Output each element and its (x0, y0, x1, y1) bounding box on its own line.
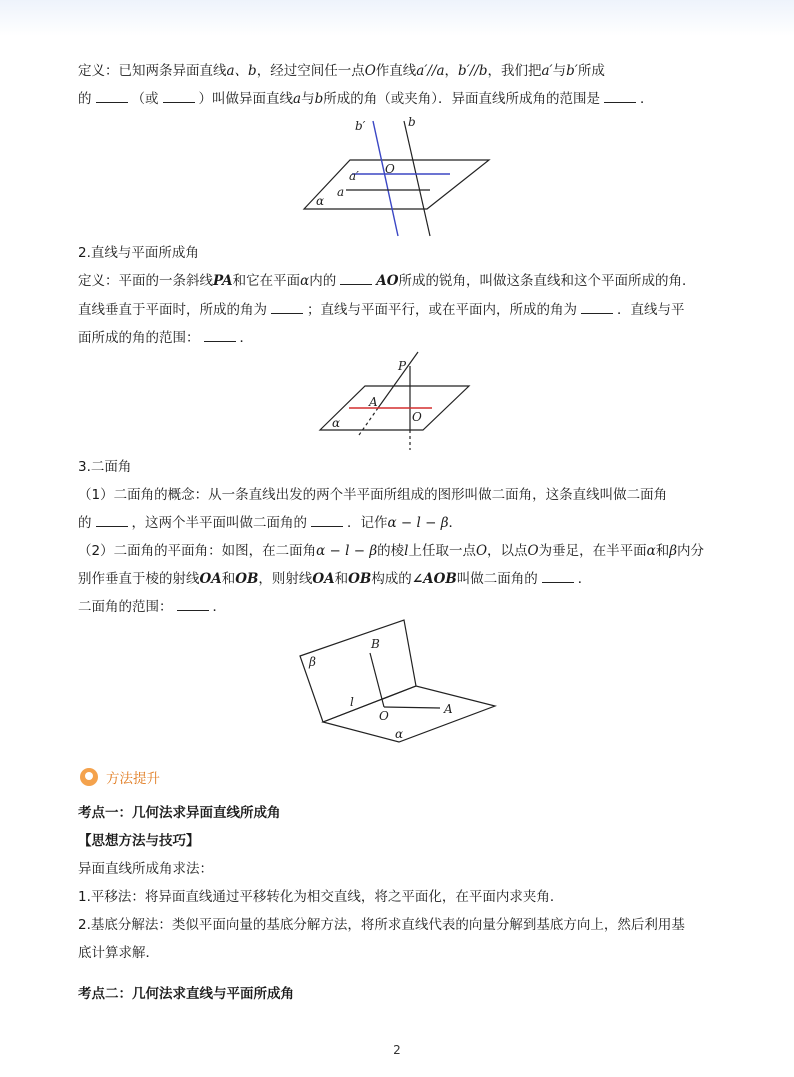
sec3-p1-line1: （1）二面角的概念：从一条直线出发的两个半平面所组成的图形叫做二面角，这条直线叫做二面角 (78, 487, 668, 503)
blank (340, 272, 372, 285)
blank (96, 514, 128, 527)
sec1-line2: 的 （或 ）叫做异面直线a与b所成的角（或夹角）．异面直线所成角的范围是 ． (78, 91, 654, 107)
sec2-line1: 定义：平面的一条斜线PA和它在平面α内的 AO所成的锐角，叫做这条直线和这个平面所成的角． (78, 273, 696, 289)
label-A: A (444, 702, 453, 716)
sec3-p2-line1: （2）二面角的平面角：如图，在二面角α − l − β的棱l上任取一点O，以点O为垂足，在半平面α和β内分 (78, 543, 705, 559)
kp2-heading: 考点二：几何法求直线与平面所成角 (78, 986, 294, 1002)
label-b-prime: b′ (355, 119, 366, 133)
method-item1: 1.平移法：将异面直线通过平移转化为相交直线，将之平面化，在平面内求夹角． (78, 889, 564, 905)
method-intro: 异面直线所成角求法： (78, 861, 213, 877)
label-b: b (408, 115, 416, 129)
sec1-line1: 定义：已知两条异面直线a、b，经过空间任一点O作直线a′//a，b′//b，我们把a′与b′所成 (78, 63, 605, 79)
header-band (0, 0, 794, 36)
label-O: O (412, 410, 422, 424)
skills-heading: 【思想方法与技巧】 (78, 833, 200, 849)
figure-line-plane (315, 350, 475, 455)
sec2-line2: 直线垂直于平面时，所成的角为 ；直线与平面平行，或在平面内，所成的角为 ．直线与平 (78, 302, 685, 318)
sec3-p1-line2: 的 ，这两个半平面叫做二面角的 ．记作α − l − β． (78, 515, 463, 531)
label-a-prime: a′ (349, 169, 359, 183)
label-alpha: α (316, 194, 325, 208)
blank (542, 570, 574, 583)
label-alpha: α (395, 727, 404, 741)
blank (177, 598, 209, 611)
method-item2-line1: 2.基底分解法：类似平面向量的基底分解方法，将所求直线代表的向量分解到基底方向上，然后利用基 (78, 917, 685, 933)
label-beta: β (309, 655, 316, 669)
method-header (80, 766, 160, 788)
blank (271, 301, 303, 314)
sec2-title: 2.直线与平面所成角 (78, 245, 199, 261)
figure-skew-lines (300, 112, 495, 240)
label-B: B (371, 637, 380, 651)
blank (204, 329, 236, 342)
bulb-icon (80, 768, 98, 786)
sec3-range: 二面角的范围： ． (78, 599, 226, 615)
figure-dihedral-angle (296, 618, 498, 746)
blank (96, 90, 128, 103)
label-O: O (385, 162, 395, 176)
label-a: a (337, 185, 345, 199)
blank (581, 301, 613, 314)
label-l: l (350, 695, 354, 709)
method-item2-line2: 底计算求解． (78, 945, 159, 961)
sec3-title: 3.二面角 (78, 459, 132, 475)
blank (163, 90, 195, 103)
sec2-line3: 面所成的角的范围： ． (78, 330, 253, 346)
blank (604, 90, 636, 103)
kp1-heading: 考点一：几何法求异面直线所成角 (78, 805, 281, 821)
label-A: A (369, 395, 378, 409)
label-O: O (379, 709, 389, 723)
sec3-p2-line2: 别作垂直于棱的射线OA和OB，则射线OA和OB构成的∠AOB叫做二面角的 ． (78, 571, 592, 587)
method-title: 方法提升 (106, 771, 160, 787)
label-alpha: α (332, 416, 341, 430)
page-number: 2 (393, 1043, 401, 1057)
label-P: P (398, 359, 407, 373)
blank (311, 514, 343, 527)
